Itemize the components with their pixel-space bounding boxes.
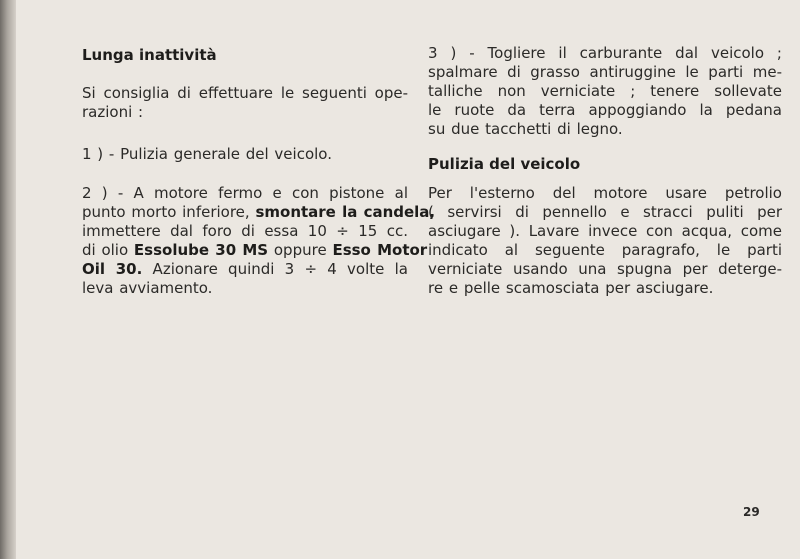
cleaning-paragraph bbox=[428, 184, 782, 298]
step-3-paragraph bbox=[428, 44, 782, 139]
cleaning-line: ( servirsi di pennello e stracci puliti per bbox=[428, 203, 782, 221]
step-3-line: le ruote da terra appoggiando la pedana bbox=[428, 101, 782, 119]
section-heading-long-inactivity: Lunga inattività bbox=[82, 46, 217, 64]
step-2-text: Azionare quindi 3 ÷ 4 volte la bbox=[142, 260, 408, 278]
step-3-line: spalmare di grasso antiruggine le parti me- bbox=[428, 63, 782, 81]
manual-page bbox=[16, 0, 800, 559]
step-3-line: su due tacchetti di legno. bbox=[428, 120, 623, 138]
step-2-bold-text: Essolube 30 MS bbox=[133, 241, 269, 259]
step-2-bold-text: Oil 30. bbox=[82, 260, 143, 278]
intro-line: Si consiglia di effettuare le seguenti ope- bbox=[82, 84, 408, 102]
cleaning-line: asciugare ). Lavare invece con acqua, come bbox=[428, 222, 782, 240]
step-2-bold-text: Esso Motor bbox=[332, 241, 428, 259]
section-heading-vehicle-cleaning: Pulizia del veicolo bbox=[428, 155, 581, 173]
page-number: 29 bbox=[743, 505, 760, 519]
step-2-line: immettere dal foro di essa 10 ÷ 15 cc. bbox=[82, 222, 408, 240]
step-2-line bbox=[82, 203, 436, 222]
intro-paragraph bbox=[82, 84, 408, 122]
step-2-text: di olio bbox=[82, 241, 134, 259]
step-1-line: 1 ) - Pulizia generale del veicolo. bbox=[82, 145, 332, 163]
step-3-line: talliche non verniciate ; tenere sollevate bbox=[428, 82, 782, 100]
step-2-line: 2 ) - A motore fermo e con pistone al bbox=[82, 184, 408, 202]
step-1-paragraph bbox=[82, 145, 408, 164]
cleaning-line: indicato al seguente paragrafo, le parti bbox=[428, 241, 782, 259]
step-2-bold-text: smontare la candela, bbox=[255, 203, 436, 221]
step-2-line bbox=[82, 260, 408, 279]
cleaning-line: verniciate usando una spugna per deterge- bbox=[428, 260, 782, 278]
book-spine-shadow bbox=[0, 0, 16, 559]
cleaning-line: Per l'esterno del motore usare petrolio bbox=[428, 184, 782, 202]
step-2-text: oppure bbox=[268, 241, 333, 259]
step-2-text: punto morto inferiore, bbox=[82, 203, 256, 221]
step-2-line bbox=[82, 241, 428, 260]
step-2-line: leva avviamento. bbox=[82, 279, 213, 297]
intro-line: razioni : bbox=[82, 103, 144, 121]
cleaning-line: re e pelle scamosciata per asciugare. bbox=[428, 279, 714, 297]
step-3-line: 3 ) - Togliere il carburante dal veicolo ; bbox=[428, 44, 782, 62]
step-2-paragraph bbox=[82, 184, 436, 298]
